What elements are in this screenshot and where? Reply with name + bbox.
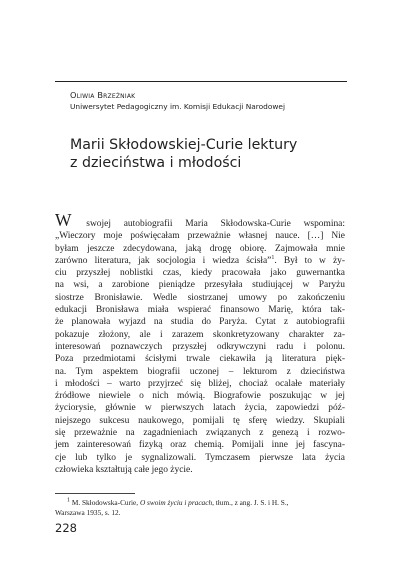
body-line: edukacji Bronisława miała wspierać finansowo Marię, która tak- <box>55 305 345 316</box>
author-affiliation: Uniwersytet Pedagogiczny im. Komisji Edukacji Narodowej <box>70 102 286 111</box>
body-line: życiorysie, głównie w pierwszych latach życia, zapowiedzi póź- <box>55 403 345 414</box>
footnote <box>55 498 345 518</box>
body-line: pokazuje złożony, ale i zarazem skonkretyzowany charakter za- <box>55 329 345 340</box>
body-line: się przeważnie na zagadnieniach związanych z genezą i rozwo- <box>55 428 345 439</box>
body-line: „Wieczory moje poświęcałam przeważnie własnej nauce. […] Nie <box>55 231 345 242</box>
body-line: na wsi, a zarobione pieniądze przesyłała studiującej w Paryżu <box>55 280 345 291</box>
body-line: źródłowe niewiele o nich mówią. Biografowie poszukując w jej <box>55 391 345 402</box>
body-line: zarówno literatura, jak socjologia i wiedza ścisła”$^1$. Był to w ży- <box>55 254 346 266</box>
chapter-title-line-1: Marii Skłodowskiej-Curie lektury <box>70 137 298 153</box>
body-line: siostrze Bronisławie. Wedle siostrzanej umowy po zakończeniu <box>55 292 345 303</box>
body-line: jem zainteresowań fizyką oraz chemią. Pomijali inne jej fascyna- <box>55 440 345 451</box>
body-line: Poza przedmiotami ścisłymi trwale ciekawiła ją literatura pięk- <box>55 354 345 365</box>
body-line: niejszego sukcesu naukowego, pomijali tę sferę wiedzy. Skupiali <box>55 415 345 426</box>
header-divider <box>55 81 347 82</box>
body-line: i młodości – warto przyjrzeć się bliżej, chociaż ocalałe materiały <box>55 378 345 389</box>
chapter-title <box>70 136 360 172</box>
footnote-work-title: O swoim życiu i pracach <box>139 498 213 507</box>
body-text <box>55 210 346 476</box>
body-line: że planowała wyjazd na studia do Paryża. Cytat z autobiografii <box>55 317 345 328</box>
drop-cap: W <box>55 210 72 230</box>
body-line: na. Tym aspektem biografii uczonej – lekturom z dzieciństwa <box>55 366 345 377</box>
footnote-line: $^1$ M. Skłodowska-Curie, O swoim życiu i pracach, tłum., z ang. J. S. i H. S., <box>67 497 289 507</box>
page-number: 228 <box>55 521 77 535</box>
body-line: W swojej autobiografii Maria Skłodowska-Curie wspomina: <box>55 210 345 230</box>
body-line: ciu przyszłej noblistki czas, kiedy pracowała jako guwernantka <box>55 268 345 279</box>
footnote-line: Warszawa 1935, s. 12. <box>55 508 121 517</box>
body-line: cje lub tylko je sygnalizowali. Tymczasem pierwsze lata życia <box>55 452 345 463</box>
body-line: byłam jeszcze zdecydowana, jaką drogę obiorę. Zajmowała mnie <box>55 243 345 254</box>
footnote-reference[interactable]: 1 <box>271 254 275 261</box>
footnote-divider <box>55 493 135 494</box>
chapter-title-line-2: z dzieciństwa i młodości <box>70 155 242 171</box>
body-line: interesowań poznawczych przyszłej odkrywczyni radu i polonu. <box>55 341 345 352</box>
author-name: Oliwia Brzeźniak <box>70 90 136 100</box>
body-line: człowieka kształtują całe jego życie. <box>55 464 193 475</box>
footnote-number: 1 <box>67 497 70 504</box>
